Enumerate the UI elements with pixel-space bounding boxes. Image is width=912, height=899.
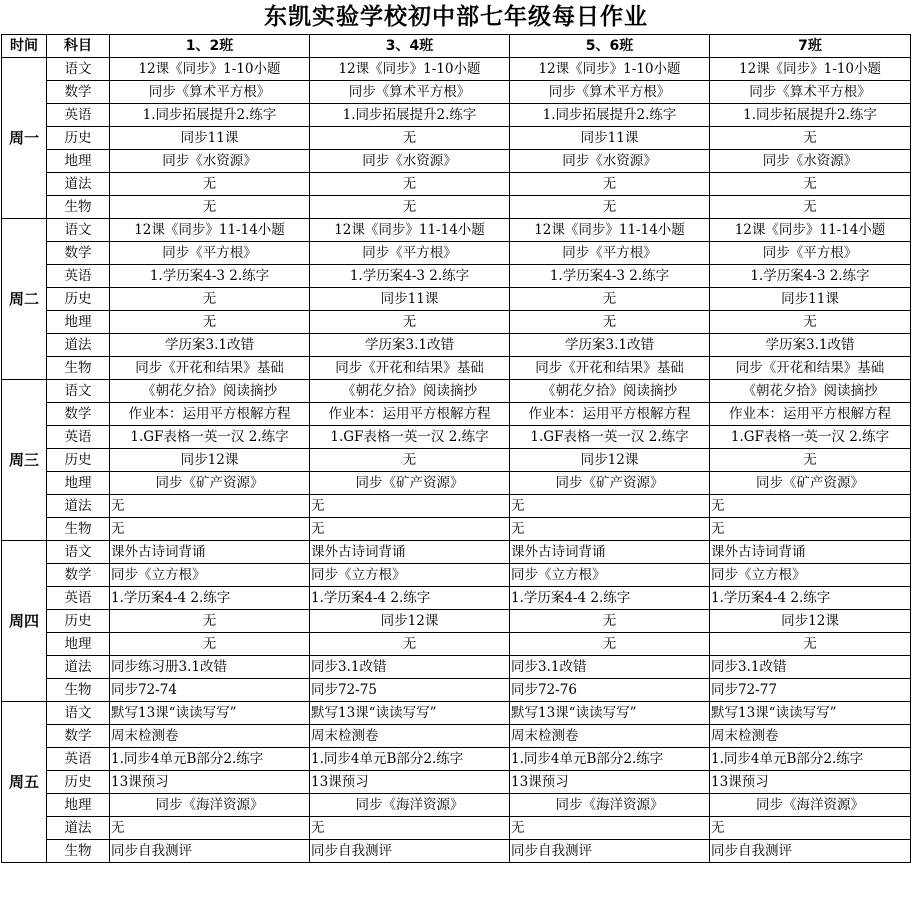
homework-cell: 同步《海洋资源》	[110, 794, 310, 817]
homework-cell: 同步《矿产资源》	[710, 472, 911, 495]
homework-cell: 无	[110, 196, 310, 219]
homework-cell: 无	[310, 495, 510, 518]
header-subject: 科目	[47, 35, 110, 58]
homework-cell: 1.学历案4-3 2.练字	[310, 265, 510, 288]
subject-label: 历史	[47, 610, 110, 633]
header-row	[2, 35, 911, 58]
homework-cell: 无	[510, 610, 710, 633]
homework-cell: 同步《立方根》	[110, 564, 310, 587]
homework-cell: 同步《平方根》	[510, 242, 710, 265]
homework-cell: 无	[710, 196, 911, 219]
homework-cell: 同步《立方根》	[710, 564, 911, 587]
subject-label: 地理	[47, 150, 110, 173]
homework-cell: 同步72-76	[510, 679, 710, 702]
homework-cell: 无	[310, 196, 510, 219]
homework-cell: 作业本：运用平方根解方程	[510, 403, 710, 426]
homework-cell: 无	[710, 518, 911, 541]
day-label: 周二	[2, 219, 47, 380]
homework-cell: 无	[510, 495, 710, 518]
page-title: 东凯实验学校初中部七年级每日作业	[264, 4, 648, 30]
table-row	[2, 265, 911, 288]
homework-cell: 同步练习册3.1改错	[110, 656, 310, 679]
homework-cell: 学历案3.1改错	[310, 334, 510, 357]
subject-label: 英语	[47, 426, 110, 449]
subject-label: 语文	[47, 58, 110, 81]
subject-label: 数学	[47, 81, 110, 104]
homework-cell: 13课预习	[310, 771, 510, 794]
subject-label: 历史	[47, 288, 110, 311]
homework-cell: 无	[310, 127, 510, 150]
homework-cell: 同步《水资源》	[510, 150, 710, 173]
homework-cell: 同步《算术平方根》	[310, 81, 510, 104]
homework-cell: 无	[710, 311, 911, 334]
homework-cell: 12课《同步》11-14小题	[310, 219, 510, 242]
homework-cell: 同步72-75	[310, 679, 510, 702]
table-row	[2, 702, 911, 725]
subject-label: 生物	[47, 357, 110, 380]
homework-cell: 学历案3.1改错	[110, 334, 310, 357]
subject-label: 地理	[47, 311, 110, 334]
homework-cell: 无	[110, 817, 310, 840]
table-row	[2, 610, 911, 633]
subject-label: 语文	[47, 219, 110, 242]
table-row	[2, 794, 911, 817]
homework-cell: 无	[510, 173, 710, 196]
table-row	[2, 633, 911, 656]
day-label: 周三	[2, 380, 47, 541]
homework-cell: 周末检测卷	[310, 725, 510, 748]
table-row	[2, 449, 911, 472]
table-row	[2, 58, 911, 81]
homework-cell: 同步《立方根》	[510, 564, 710, 587]
subject-label: 道法	[47, 334, 110, 357]
table-row	[2, 219, 911, 242]
homework-cell: 课外古诗词背诵	[110, 541, 310, 564]
table-row	[2, 357, 911, 380]
homework-cell: 同步《水资源》	[110, 150, 310, 173]
table-row	[2, 518, 911, 541]
homework-cell: 无	[710, 817, 911, 840]
homework-cell: 同步《矿产资源》	[110, 472, 310, 495]
table-row	[2, 196, 911, 219]
homework-cell: 1.同步4单元B部分2.练字	[110, 748, 310, 771]
day-label: 周一	[2, 58, 47, 219]
homework-cell: 同步12课	[110, 449, 310, 472]
homework-cell: 12课《同步》1-10小题	[510, 58, 710, 81]
homework-cell: 无	[110, 311, 310, 334]
subject-label: 生物	[47, 840, 110, 863]
homework-cell: 无	[310, 449, 510, 472]
subject-label: 英语	[47, 587, 110, 610]
homework-cell: 同步11课	[310, 288, 510, 311]
table-row	[2, 403, 911, 426]
homework-cell: 默写13课“读读写写”	[310, 702, 510, 725]
homework-cell: 同步11课	[510, 127, 710, 150]
homework-cell: 无	[310, 817, 510, 840]
subject-label: 道法	[47, 817, 110, 840]
homework-cell: 同步《海洋资源》	[310, 794, 510, 817]
homework-cell: 同步11课	[710, 288, 911, 311]
homework-cell: 默写13课“读读写写”	[510, 702, 710, 725]
table-row	[2, 242, 911, 265]
homework-cell: 1.学历案4-4 2.练字	[110, 587, 310, 610]
homework-cell: 1.GF表格一英一汉 2.练字	[110, 426, 310, 449]
homework-cell: 无	[710, 449, 911, 472]
homework-cell: 无	[710, 633, 911, 656]
homework-cell: 同步《矿产资源》	[310, 472, 510, 495]
homework-cell: 同步《水资源》	[710, 150, 911, 173]
table-row	[2, 725, 911, 748]
table-row	[2, 771, 911, 794]
table-row	[2, 495, 911, 518]
homework-cell: 默写13课“读读写写”	[110, 702, 310, 725]
table-row	[2, 541, 911, 564]
day-label: 周四	[2, 541, 47, 702]
homework-cell: 同步72-77	[710, 679, 911, 702]
homework-cell: 同步《开花和结果》基础	[510, 357, 710, 380]
homework-cell: 无	[310, 633, 510, 656]
subject-label: 语文	[47, 541, 110, 564]
homework-cell: 课外古诗词背诵	[310, 541, 510, 564]
homework-table	[1, 34, 911, 863]
homework-cell: 无	[510, 518, 710, 541]
homework-cell: 1.GF表格一英一汉 2.练字	[510, 426, 710, 449]
subject-label: 地理	[47, 633, 110, 656]
subject-label: 语文	[47, 380, 110, 403]
homework-cell: 无	[710, 127, 911, 150]
table-row	[2, 334, 911, 357]
subject-label: 历史	[47, 771, 110, 794]
table-row	[2, 656, 911, 679]
day-label: 周五	[2, 702, 47, 863]
homework-cell: 同步11课	[110, 127, 310, 150]
subject-label: 地理	[47, 472, 110, 495]
homework-cell: 1.同步拓展提升2.练字	[110, 104, 310, 127]
homework-cell: 学历案3.1改错	[510, 334, 710, 357]
homework-cell: 1.同步4单元B部分2.练字	[310, 748, 510, 771]
homework-cell: 课外古诗词背诵	[510, 541, 710, 564]
homework-cell: 12课《同步》11-14小题	[510, 219, 710, 242]
homework-cell: 同步12课	[310, 610, 510, 633]
homework-cell: 学历案3.1改错	[710, 334, 911, 357]
table-row	[2, 380, 911, 403]
homework-cell: 默写13课“读读写写”	[710, 702, 911, 725]
table-row	[2, 173, 911, 196]
subject-label: 历史	[47, 449, 110, 472]
table-row	[2, 817, 911, 840]
homework-cell: 同步《算术平方根》	[110, 81, 310, 104]
homework-cell: 1.GF表格一英一汉 2.练字	[710, 426, 911, 449]
table-row	[2, 311, 911, 334]
homework-cell: 1.同步拓展提升2.练字	[310, 104, 510, 127]
header-time: 时间	[2, 35, 47, 58]
homework-cell: 同步《平方根》	[110, 242, 310, 265]
homework-cell: 无	[710, 495, 911, 518]
table-row	[2, 472, 911, 495]
homework-cell: 无	[110, 610, 310, 633]
homework-cell: 同步自我测评	[310, 840, 510, 863]
subject-label: 生物	[47, 196, 110, 219]
homework-cell: 无	[110, 633, 310, 656]
homework-cell: 无	[510, 817, 710, 840]
subject-label: 道法	[47, 656, 110, 679]
homework-cell: 同步3.1改错	[510, 656, 710, 679]
homework-body	[2, 58, 911, 863]
homework-cell: 无	[110, 288, 310, 311]
homework-cell: 同步3.1改错	[310, 656, 510, 679]
homework-cell: 同步12课	[710, 610, 911, 633]
homework-cell: 同步自我测评	[710, 840, 911, 863]
homework-cell: 12课《同步》1-10小题	[710, 58, 911, 81]
table-row	[2, 104, 911, 127]
homework-cell: 《朝花夕拾》阅读摘抄	[110, 380, 310, 403]
homework-cell: 同步《平方根》	[310, 242, 510, 265]
table-row	[2, 679, 911, 702]
homework-cell: 周末检测卷	[110, 725, 310, 748]
homework-cell: 同步72-74	[110, 679, 310, 702]
subject-label: 数学	[47, 403, 110, 426]
homework-cell: 12课《同步》11-14小题	[710, 219, 911, 242]
homework-cell: 同步《水资源》	[310, 150, 510, 173]
homework-cell: 1.学历案4-4 2.练字	[710, 587, 911, 610]
homework-cell: 12课《同步》1-10小题	[110, 58, 310, 81]
homework-cell: 同步《算术平方根》	[510, 81, 710, 104]
homework-cell: 同步《海洋资源》	[510, 794, 710, 817]
subject-label: 道法	[47, 173, 110, 196]
homework-cell: 无	[110, 173, 310, 196]
header-class-3-4: 3、4班	[310, 35, 510, 58]
homework-cell: 无	[110, 495, 310, 518]
header-class-5-6: 5、6班	[510, 35, 710, 58]
table-row	[2, 426, 911, 449]
homework-cell: 无	[510, 311, 710, 334]
homework-cell: 1.同步拓展提升2.练字	[510, 104, 710, 127]
homework-cell: 周末检测卷	[510, 725, 710, 748]
homework-cell: 13课预习	[710, 771, 911, 794]
homework-cell: 无	[510, 288, 710, 311]
subject-label: 数学	[47, 725, 110, 748]
homework-cell: 同步《立方根》	[310, 564, 510, 587]
homework-cell: 12课《同步》11-14小题	[110, 219, 310, 242]
homework-cell: 1.同步4单元B部分2.练字	[710, 748, 911, 771]
homework-cell: 无	[510, 633, 710, 656]
homework-cell: 1.学历案4-3 2.练字	[110, 265, 310, 288]
homework-cell: 1.学历案4-3 2.练字	[710, 265, 911, 288]
homework-cell: 作业本：运用平方根解方程	[710, 403, 911, 426]
table-row	[2, 748, 911, 771]
table-row	[2, 840, 911, 863]
table-row	[2, 564, 911, 587]
homework-cell: 1.GF表格一英一汉 2.练字	[310, 426, 510, 449]
homework-cell: 《朝花夕拾》阅读摘抄	[310, 380, 510, 403]
homework-cell: 1.同步4单元B部分2.练字	[510, 748, 710, 771]
homework-cell: 同步3.1改错	[710, 656, 911, 679]
homework-cell: 课外古诗词背诵	[710, 541, 911, 564]
homework-cell: 无	[510, 196, 710, 219]
homework-cell: 无	[310, 311, 510, 334]
homework-cell: 同步《平方根》	[710, 242, 911, 265]
subject-label: 历史	[47, 127, 110, 150]
homework-cell: 13课预习	[510, 771, 710, 794]
homework-cell: 同步《开花和结果》基础	[310, 357, 510, 380]
subject-label: 生物	[47, 679, 110, 702]
homework-cell: 12课《同步》1-10小题	[310, 58, 510, 81]
subject-label: 数学	[47, 564, 110, 587]
homework-cell: 作业本：运用平方根解方程	[310, 403, 510, 426]
homework-cell: 13课预习	[110, 771, 310, 794]
homework-cell: 《朝花夕拾》阅读摘抄	[510, 380, 710, 403]
homework-cell: 同步自我测评	[110, 840, 310, 863]
subject-label: 英语	[47, 265, 110, 288]
subject-label: 道法	[47, 495, 110, 518]
table-row	[2, 288, 911, 311]
header-class-1-2: 1、2班	[110, 35, 310, 58]
subject-label: 地理	[47, 794, 110, 817]
homework-cell: 同步《算术平方根》	[710, 81, 911, 104]
table-row	[2, 127, 911, 150]
homework-cell: 同步《海洋资源》	[710, 794, 911, 817]
homework-cell: 1.学历案4-3 2.练字	[510, 265, 710, 288]
subject-label: 生物	[47, 518, 110, 541]
homework-cell: 作业本：运用平方根解方程	[110, 403, 310, 426]
homework-cell: 同步12课	[510, 449, 710, 472]
homework-cell: 同步《开花和结果》基础	[710, 357, 911, 380]
table-row	[2, 81, 911, 104]
homework-cell: 1.学历案4-4 2.练字	[310, 587, 510, 610]
homework-cell: 同步自我测评	[510, 840, 710, 863]
subject-label: 语文	[47, 702, 110, 725]
table-row	[2, 150, 911, 173]
homework-cell: 1.学历案4-4 2.练字	[510, 587, 710, 610]
homework-cell: 无	[310, 173, 510, 196]
homework-cell: 无	[710, 173, 911, 196]
homework-cell: 无	[110, 518, 310, 541]
subject-label: 数学	[47, 242, 110, 265]
homework-cell: 同步《开花和结果》基础	[110, 357, 310, 380]
homework-cell: 无	[310, 518, 510, 541]
homework-cell: 1.同步拓展提升2.练字	[710, 104, 911, 127]
table-row	[2, 587, 911, 610]
subject-label: 英语	[47, 104, 110, 127]
homework-cell: 《朝花夕拾》阅读摘抄	[710, 380, 911, 403]
header-class-7: 7班	[710, 35, 911, 58]
homework-cell: 周末检测卷	[710, 725, 911, 748]
homework-cell: 同步《矿产资源》	[510, 472, 710, 495]
subject-label: 英语	[47, 748, 110, 771]
